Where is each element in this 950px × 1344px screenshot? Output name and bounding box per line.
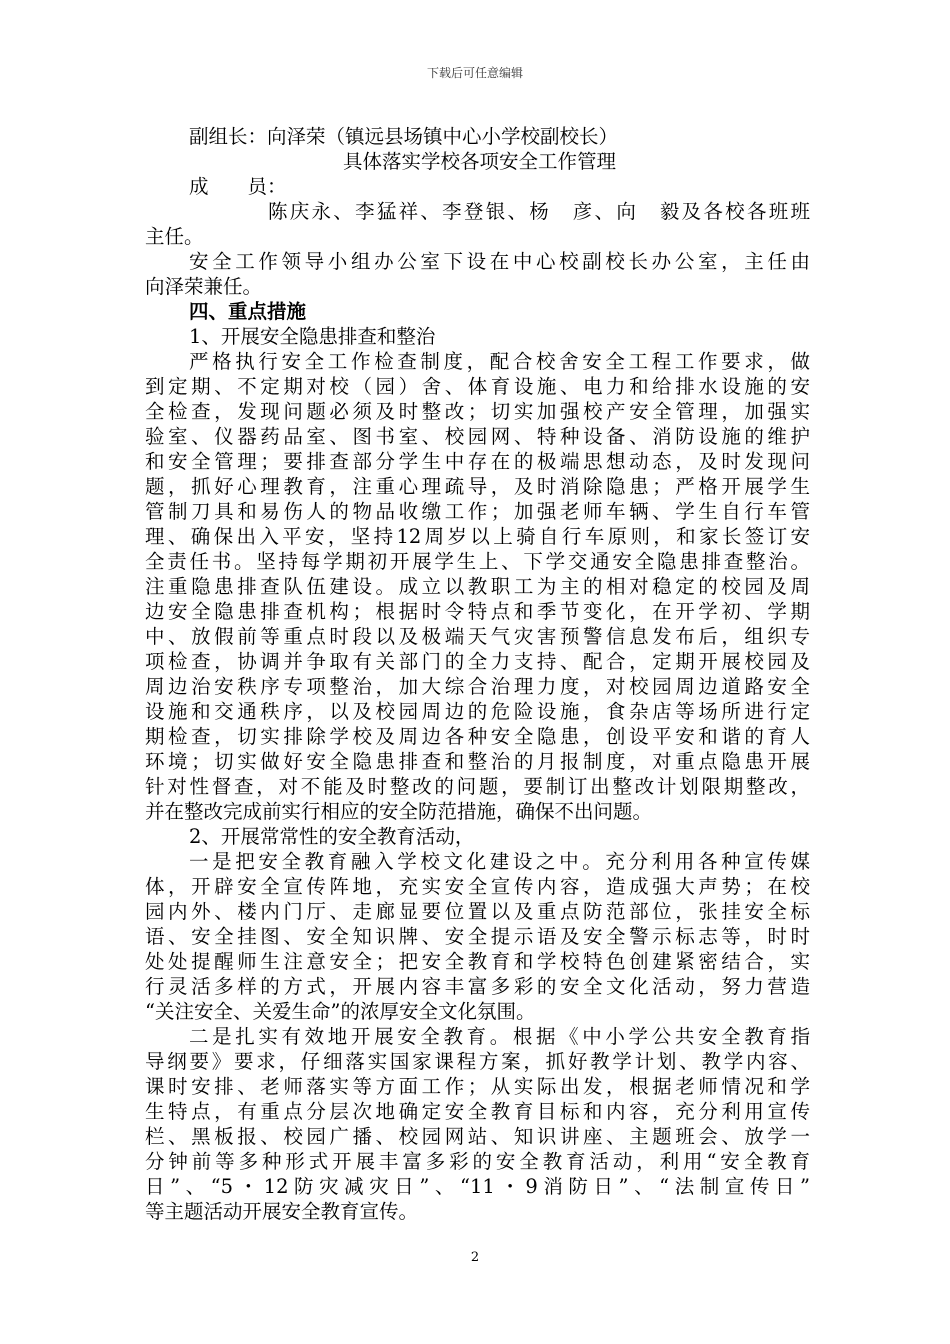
paragraph-line: 园内外、楼内门厅、走廊显要位置以及重点防范部位，张挂安全标 [145, 900, 810, 923]
paragraph-line: 管制刀具和易伤人的物品收缴工作；加强老师车辆、学生自行车管 [145, 500, 810, 523]
paragraph-line: 中、放假前等重点时段以及极端天气灾害预警信息发布后，组织专 [145, 625, 810, 648]
paragraph-line: 验室、仪器药品室、图书室、校园网、特种设备、消防设施的维护 [145, 425, 810, 448]
paragraph-line: 题，抓好心理教育，注重心理疏导，及时消除隐患；严格开展学生 [145, 475, 810, 498]
paragraph-line: “关注安全、关爱生命”的浓厚安全文化氛围。 [145, 1000, 536, 1023]
paragraph-line: 严格执行安全工作检查制度，配合校舍安全工程工作要求，做 [189, 350, 810, 373]
paragraph-line: 设施和交通秩序，以及校园周边的危险设施，食杂店等场所进行定 [145, 700, 810, 723]
paragraph-line: 分钟前等多种形式开展丰富多彩的安全教育活动，利用“安全教育 [145, 1150, 810, 1173]
paragraph-line: 全责任书。坚持每学期初开展学生上、下学交通安全隐患排查整治。 [145, 550, 810, 573]
paragraph-line: 处处提醒师生注意安全；把安全教育和学校特色创建紧密结合，实 [145, 950, 810, 973]
paragraph-line: 和安全管理；要排查部分学生中存在的极端思想动态，及时发现问 [145, 450, 810, 473]
document-body [145, 124, 810, 1224]
deputy-leader-duty: 具体落实学校各项安全工作管理 [343, 150, 617, 173]
members-list: 陈庆永、李猛祥、李登银、杨 彦、向 毅及各校各班班 [268, 200, 810, 223]
members-label: 成 员： [189, 175, 287, 198]
paragraph-line: 到定期、不定期对校（园）舍、体育设施、电力和给排水设施的安 [145, 375, 810, 398]
paragraph-line: 等主题活动开展安全教育宣传。 [145, 1200, 419, 1223]
paragraph-line: 日”、“5・12防灾减灾日”、“11・9消防日”、“法制宣传日” [145, 1175, 810, 1198]
deputy-leader-line: 副组长：向泽荣（镇远县场镇中心小学校副校长） [189, 125, 619, 148]
page-header: 下载后可任意编辑 [426, 66, 523, 80]
paragraph-line: 注重隐患排查队伍建设。成立以教职工为主的相对稳定的校园及周 [145, 575, 810, 598]
paragraph-line: 导纲要》要求，仔细落实国家课程方案，抓好教学计划、教学内容、 [145, 1050, 810, 1073]
members-list-end: 主任。 [145, 225, 204, 248]
office-paragraph-end: 向泽荣兼任。 [145, 275, 263, 298]
subsection-heading-2: 2、开展常常性的安全教育活动， [189, 825, 475, 848]
paragraph-line: 针对性督查，对不能及时整改的问题，要制订出整改计划限期整改， [145, 775, 810, 798]
paragraph-line: 周边治安秩序专项整治，加大综合治理力度，对校园周边道路安全 [145, 675, 810, 698]
paragraph-line: 生特点，有重点分层次地确定安全教育目标和内容，充分利用宣传 [145, 1100, 810, 1123]
paragraph-line: 语、安全挂图、安全知识牌、安全提示语及安全警示标志等，时时 [145, 925, 810, 948]
paragraph-line: 二是扎实有效地开展安全教育。根据《中小学公共安全教育指 [189, 1025, 810, 1048]
paragraph-line: 边安全隐患排查机构；根据时令特点和季节变化，在开学初、学期 [145, 600, 810, 623]
section-heading: 四、重点措施 [189, 300, 307, 323]
office-paragraph: 安全工作领导小组办公室下设在中心校副校长办公室，主任由 [189, 250, 810, 273]
paragraph-line: 行灵活多样的方式，开展内容丰富多彩的安全文化活动，努力营造 [145, 975, 810, 998]
paragraph-line: 全检查，发现问题必须及时整改；切实加强校产安全管理，加强实 [145, 400, 810, 423]
paragraph-line: 环境；切实做好安全隐患排查和整治的月报制度，对重点隐患开展 [145, 750, 810, 773]
paragraph-line: 课时安排、老师落实等方面工作；从实际出发，根据老师情况和学 [145, 1075, 810, 1098]
paragraph-line: 期检查，切实排除学校及周边各种安全隐患，创设平安和谐的育人 [145, 725, 810, 748]
paragraph-line: 理、确保出入平安，坚持12周岁以上骑自行车原则，和家长签订安 [145, 525, 810, 548]
paragraph-line: 栏、黑板报、校园广播、校园网站、知识讲座、主题班会、放学一 [145, 1125, 810, 1148]
subsection-heading-1: 1、开展安全隐患排查和整治 [189, 325, 436, 348]
paragraph-line: 体，开辟安全宣传阵地，充实安全宣传内容，造成强大声势；在校 [145, 875, 810, 898]
paragraph-line: 并在整改完成前实行相应的安全防范措施，确保不出问题。 [145, 800, 653, 823]
paragraph-line: 一是把安全教育融入学校文化建设之中。充分利用各种宣传媒 [189, 850, 810, 873]
paragraph-line: 项检查，协调并争取有关部门的全力支持、配合，定期开展校园及 [145, 650, 810, 673]
page-number: 2 [470, 1250, 480, 1265]
